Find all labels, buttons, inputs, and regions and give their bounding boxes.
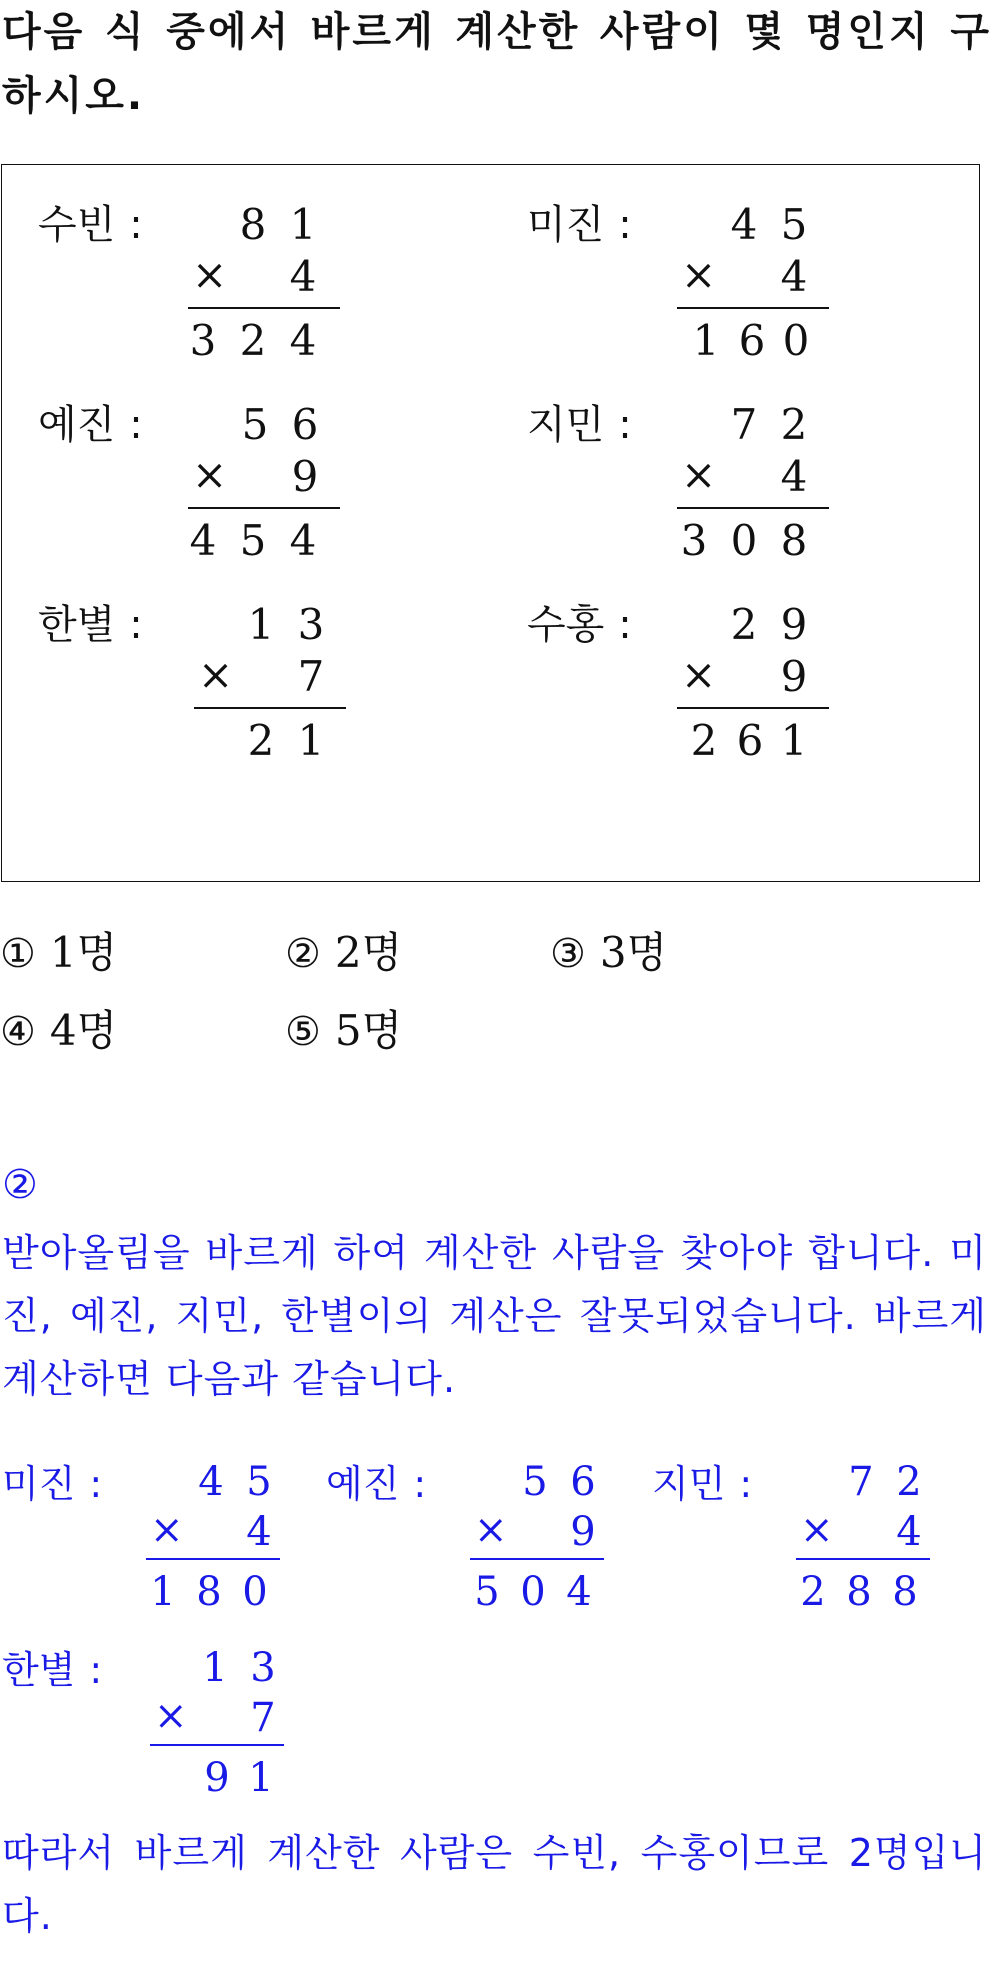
digit: 1: [202, 1645, 228, 1691]
calc-name: 수빈: [38, 202, 116, 248]
digit: 4: [189, 516, 217, 565]
digit: 9: [780, 600, 808, 649]
digit: 8: [846, 1569, 872, 1615]
digit: 8: [892, 1569, 918, 1615]
digit: 2: [239, 316, 267, 365]
digit: 1: [248, 1755, 274, 1801]
colon: :: [129, 602, 143, 648]
answer-line: [470, 1558, 604, 1560]
colon: :: [129, 402, 143, 448]
answer-line: [146, 1558, 280, 1560]
solution-answer: ②: [2, 1162, 38, 1208]
digit: 7: [250, 1695, 276, 1741]
digit: 6: [291, 400, 319, 449]
digit: 0: [730, 516, 758, 565]
digit: 9: [291, 452, 319, 501]
digit: 4: [289, 516, 317, 565]
digit: 3: [297, 600, 325, 649]
colon: :: [618, 402, 632, 448]
colon: :: [618, 202, 632, 248]
multiply-sign: ×: [154, 1693, 188, 1739]
digit: 4: [780, 252, 808, 301]
digit: 0: [520, 1569, 546, 1615]
calc-name: 한별: [38, 602, 116, 648]
digit: 3: [680, 516, 708, 565]
choice-label: 3명: [599, 928, 668, 977]
digit: 4: [780, 452, 808, 501]
digit: 9: [570, 1509, 596, 1555]
answer-line: [188, 307, 340, 309]
choice-2[interactable]: [285, 928, 402, 979]
choice-number: ⑤: [285, 1009, 321, 1055]
answer-line: [677, 707, 829, 709]
calc-hanbyeol: [38, 597, 458, 777]
answer-line: [796, 1558, 930, 1560]
digit: 3: [189, 316, 217, 365]
digit: 5: [246, 1459, 272, 1505]
calc-name: 수홍: [527, 602, 605, 648]
choice-number: ①: [0, 931, 36, 977]
choice-5[interactable]: [285, 1006, 402, 1057]
digit: 2: [247, 716, 275, 765]
digit: 3: [250, 1645, 276, 1691]
multiply-sign: ×: [681, 250, 717, 299]
digit: 4: [289, 252, 317, 301]
digit: 2: [800, 1569, 826, 1615]
digit: 2: [730, 600, 758, 649]
digit: 0: [242, 1569, 268, 1615]
correction-jimin: [652, 1456, 982, 1636]
choice-number: ④: [0, 1009, 36, 1055]
digit: 8: [780, 516, 808, 565]
choice-1[interactable]: [0, 928, 117, 979]
digit: 5: [241, 400, 269, 449]
digit: 0: [782, 316, 810, 365]
choice-3[interactable]: [550, 928, 667, 979]
calc-name: 미진: [527, 202, 605, 248]
digit: 5: [239, 516, 267, 565]
calc-name: 미진: [2, 1462, 76, 1506]
solution-conclusion: 따라서 바르게 계산한 사람은 수빈, 수홍이므로 2명입니다.: [2, 1831, 987, 1938]
digit: 8: [239, 200, 267, 249]
choice-label: 2명: [334, 928, 403, 977]
answer-line: [194, 707, 346, 709]
answer-line: [677, 507, 829, 509]
digit: 9: [204, 1755, 230, 1801]
digit: 8: [196, 1569, 222, 1615]
digit: 4: [730, 200, 758, 249]
digit: 7: [730, 400, 758, 449]
digit: 6: [570, 1459, 596, 1505]
problem-box: [1, 164, 980, 882]
choice-label: 5명: [334, 1006, 403, 1055]
digit: 5: [780, 200, 808, 249]
digit: 1: [780, 716, 808, 765]
digit: 1: [247, 600, 275, 649]
choice-label: 4명: [49, 1006, 118, 1055]
digit: 7: [297, 652, 325, 701]
calc-suhong: [527, 597, 947, 777]
digit: 1: [692, 316, 720, 365]
digit: 1: [297, 716, 325, 765]
colon: :: [89, 1648, 103, 1692]
multiply-sign: ×: [681, 450, 717, 499]
multiply-sign: ×: [192, 450, 228, 499]
digit: 6: [738, 316, 766, 365]
calc-name: 예진: [38, 402, 116, 448]
calc-name: 지민: [652, 1462, 726, 1506]
calc-name: 한별: [2, 1648, 76, 1692]
colon: :: [739, 1462, 753, 1506]
answer-line: [188, 507, 340, 509]
calc-name: 지민: [527, 402, 605, 448]
answer-line: [150, 1744, 284, 1746]
answer-line: [677, 307, 829, 309]
digit: 2: [780, 400, 808, 449]
digit: 1: [289, 200, 317, 249]
digit: 2: [896, 1459, 922, 1505]
digit: 5: [474, 1569, 500, 1615]
digit: 4: [289, 316, 317, 365]
digit: 7: [848, 1459, 874, 1505]
digit: 6: [736, 716, 764, 765]
calc-yejin: [38, 397, 458, 577]
digit: 4: [246, 1509, 272, 1555]
digit: 2: [690, 716, 718, 765]
calc-jimin: [527, 397, 947, 577]
digit: 9: [780, 652, 808, 701]
multiply-sign: ×: [681, 650, 717, 699]
digit: 1: [150, 1569, 176, 1615]
multiply-sign: ×: [192, 250, 228, 299]
multiply-sign: ×: [150, 1507, 184, 1553]
digit: 4: [198, 1459, 224, 1505]
choice-label: 1명: [49, 928, 118, 977]
colon: :: [413, 1462, 427, 1506]
solution-explanation: 받아올림을 바르게 하여 계산한 사람을 찾아야 합니다. 미진, 예진, 지민, 한별이의 계산은 잘못되었습니다. 바르게 계산하면 다음과 같습니다.: [2, 1231, 987, 1401]
calc-subin: [38, 197, 458, 377]
digit: 4: [566, 1569, 592, 1615]
multiply-sign: ×: [198, 650, 234, 699]
choice-number: ③: [550, 931, 586, 977]
correction-hanbyeol: [2, 1642, 422, 1822]
choice-4[interactable]: [0, 1006, 117, 1057]
calc-mijin: [527, 197, 947, 377]
colon: :: [618, 602, 632, 648]
digit: 4: [896, 1509, 922, 1555]
multiply-sign: ×: [800, 1507, 834, 1553]
digit: 5: [522, 1459, 548, 1505]
colon: :: [129, 202, 143, 248]
question-text: 다음 식 중에서 바르게 계산한 사람이 몇 명인지 구하시오.: [2, 9, 992, 119]
calc-name: 예진: [326, 1462, 400, 1506]
multiply-sign: ×: [474, 1507, 508, 1553]
choice-number: ②: [285, 931, 321, 977]
colon: :: [89, 1462, 103, 1506]
